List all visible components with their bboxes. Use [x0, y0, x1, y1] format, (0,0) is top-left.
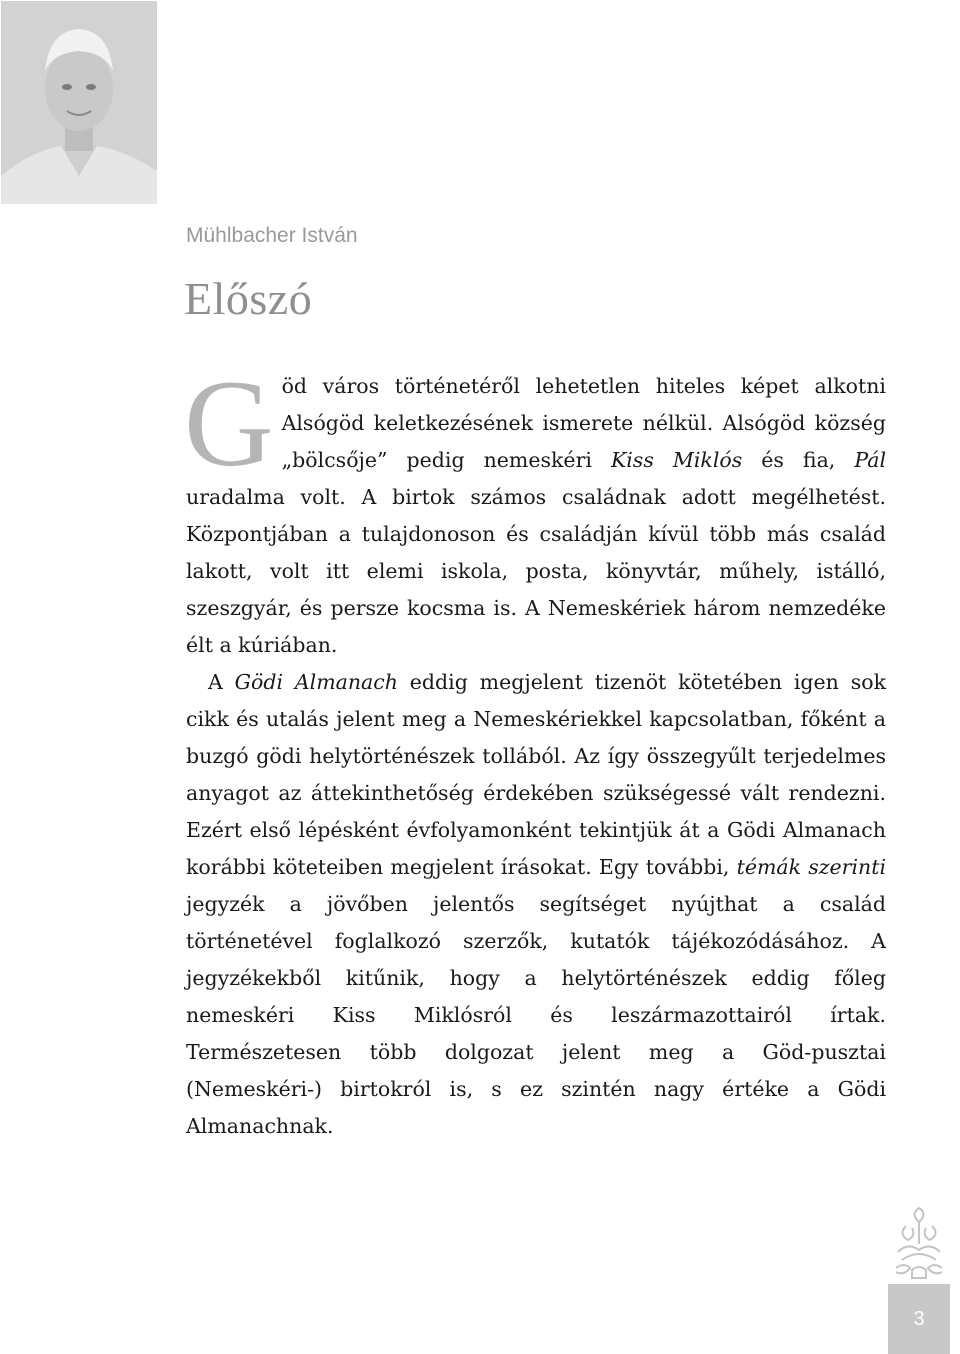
text-run: A — [208, 670, 235, 694]
text-run: jegyzék a jövőben jelentős segítséget nyújthat a család történetével foglalkozó szerzők, kutatók tájékozódásához. A jegyzékekből kitűnik, hogy a helytörténészek eddig főleg nemeskéri Kiss Miklósról és leszármazottairól írtak. Természetesen több dolgozat jelent meg a Göd-pusztai (Nemeskéri-) birtokról is, s ez szintén nagy értéke a Gödi Almanachnak. — [186, 892, 886, 1138]
page-number-box — [888, 1284, 950, 1354]
italic-text-run: Pál — [854, 448, 886, 472]
paragraph-2 — [186, 664, 886, 1145]
author-portrait-photo — [1, 1, 157, 204]
decorative-ornament-icon — [888, 1204, 950, 1280]
author-name: Mühlbacher István — [186, 224, 358, 247]
text-run: uradalma volt. A birtok számos családnak adott megélhetést. Központjában a tulajdonoson és családján kívül több más család lakott, volt itt elemi iskola, posta, könyvtár, műhely, istálló, szeszgyár, és persze kocsma is. A Nemeskériek három nemzedéke élt a kúriában. — [186, 485, 886, 657]
italic-text-run: Gödi Almanach — [234, 670, 398, 694]
body-text — [184, 355, 886, 1145]
chapter-title: Előszó — [184, 273, 313, 324]
text-run: eddig megjelent tizenöt kötetében igen sok cikk és utalás jelent meg a Nemeskériekkel kapcsolatban, főként a buzgó gödi helytörténészek tollából. Az így összegyűlt terjedelmes anyagot az áttekinthetőség érdekében szükségessé vált rendezni. Ezért első lépésként évfolyamonként tekintjük át a Gödi Almanach korábbi köteteiben megjelent írásokat. Egy további, — [186, 670, 886, 879]
drop-cap: G — [184, 355, 274, 492]
italic-text-run: témák szerinti — [736, 855, 886, 879]
paragraph-1 — [184, 355, 886, 664]
text-run: és fia, — [742, 448, 855, 472]
portrait-illustration — [1, 1, 157, 204]
text-run: öd város történetéről lehetetlen hiteles képet alkotni Alsógöd keletkezésének ismerete nélkül. Alsógöd község „bölcsője” pedig nemeskéri — [281, 374, 886, 472]
page-number: 3 — [913, 1307, 925, 1330]
italic-text-run: Kiss Miklós — [610, 448, 743, 472]
